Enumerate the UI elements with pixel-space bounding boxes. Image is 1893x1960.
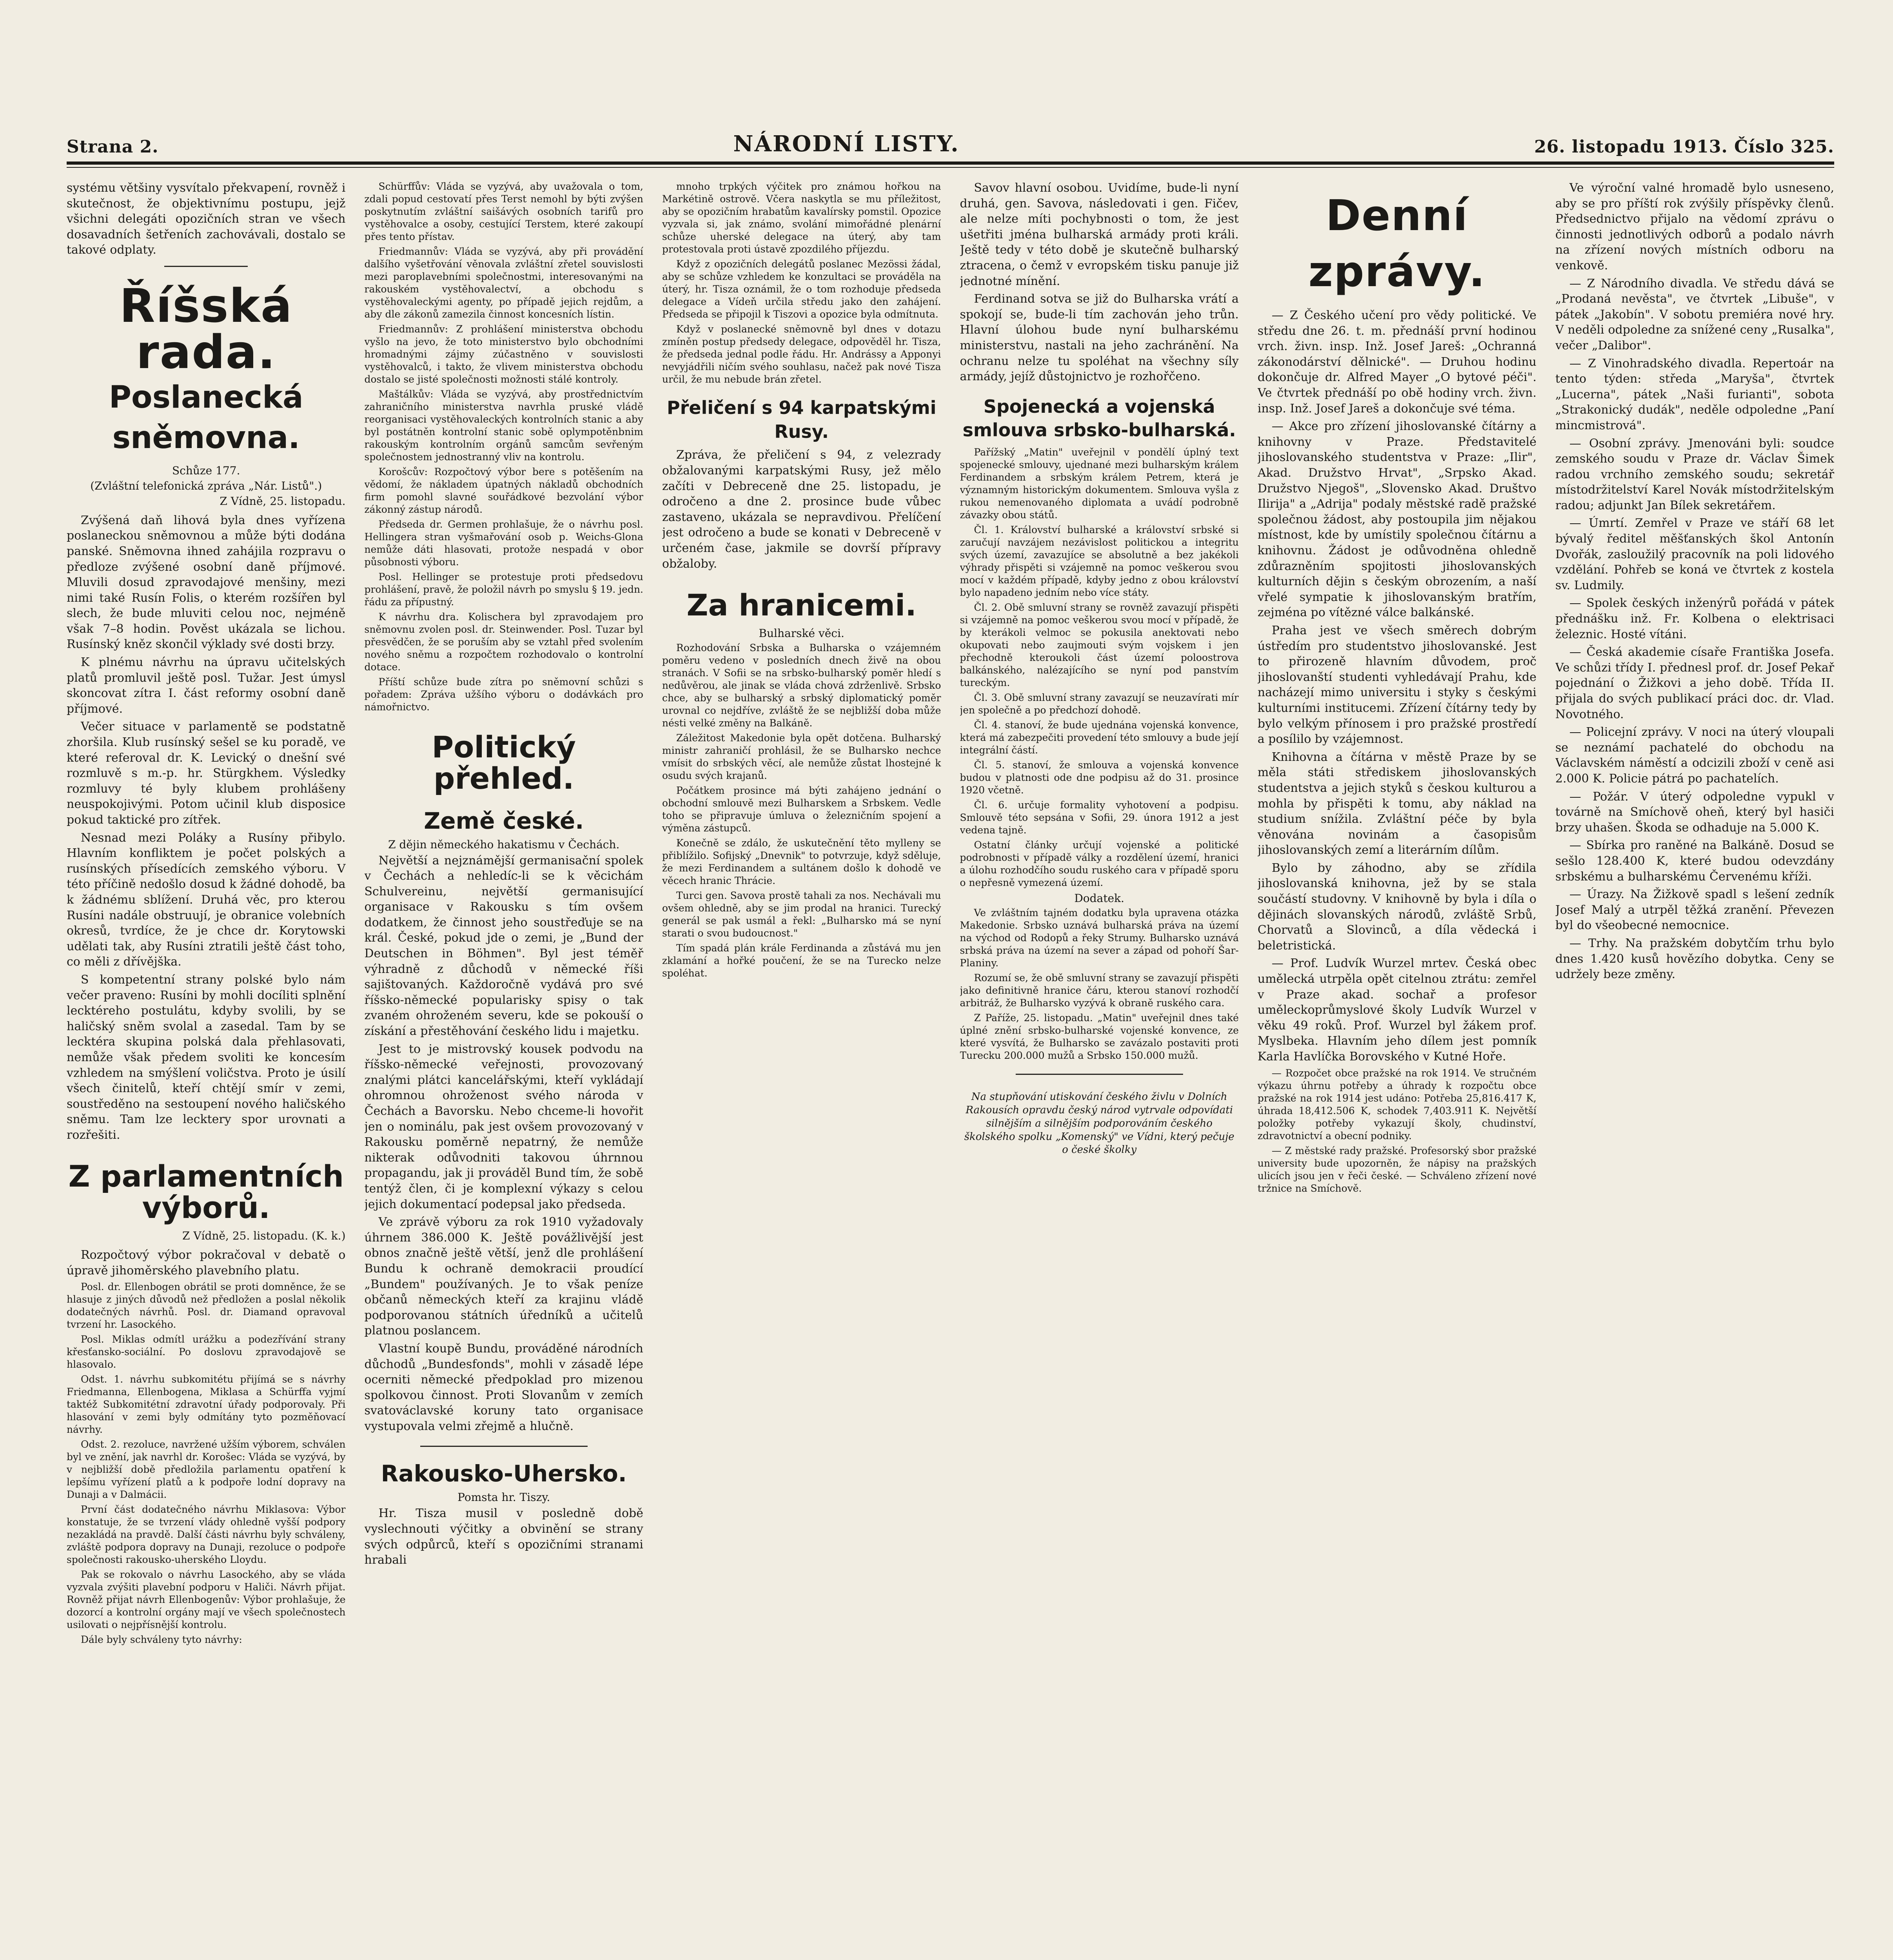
article-paragraph: Tím spadá plán krále Ferdinanda a zůstává mu jen zklamání a hořké poučení, že se na Turecko nelze spoléhat. [662,942,941,979]
article-paragraph: Počátkem prosince má býti zahájeno jednání o obchodní smlouvě mezi Bulharskem a Srbskem. Vedle toho se připravuje úmluva o železničním spojení a výměna zástupců. [662,784,941,834]
dateline: Z Vídně, 25. listopadu. (K. k.) [182,1229,346,1243]
separator [1016,1074,1183,1075]
article-paragraph: K plnému návrhu na úpravu učitelských platů promluvil ještě posl. Tužar. Jest úmysl skoncovat zítra I. část reformy osobní daně příjmové. [67,655,346,716]
article-paragraph: Rozpočtový výbor pokračoval v debatě o úpravě jihoměrského plavebního platu. [67,1248,346,1278]
article-paragraph: Večer situace v parlamentě se podstatně zhoršila. Klub rusínský sešel se ku poradě, ve které referoval dr. K. Levický o dnešní své rozmluvě s m.-p. hr. Stürgkhem. Výsledky rozmluvy té byly klubem prohlášeny neuspokojivými. Potom učinil klub disposice pokud taktické pro zítřek. [67,720,346,827]
appeal-note: Na stupňování utiskování českého živlu v Dolních Rakousích opravdu český národ vytrvale odpovídati silnějším a silnějším podporováním českého školského spolku „Komenský" ve Vídni, který pečuje o české školky [964,1091,1234,1156]
column-3 [662,180,941,1960]
separator [164,266,248,267]
article-paragraph: Savov hlavní osobou. Uvidíme, bude-li nyní druhá, gen. Savova, následovati i gen. Fičev, ale nelze míti pochybnosti o tom, že jest ušetřiti jména bulharská armády proti králi. Ještě tedy v této době je skutečně bulharský ztracena, o čemž v evropském tisku panuje již jednotné mínění. [960,181,1239,288]
article-heading: Přeličení s 94 karpatskými Rusy. [667,397,937,442]
section-heading: Říšská rada. [119,278,293,379]
article-paragraph: Rozhodování Srbska a Bulharska o vzájemném poměru vedeno v posledních dnech živě na obou stranách. V Sofii se na srbsko-bulharský poměr hledí s nedůvěrou, ale jinak se vláda chová zdrženlivě. Srbsko chce, aby se bulharský a srbský diplomatický poměr urovnal co nejdříve, zvláště že se nejbližší doba může nésti velké změny na Balkáně. [662,642,941,729]
article-heading: Z parlamentních výborů. [68,1159,344,1225]
news-item: — Rozpočet obce pražské na rok 1914. Ve stručném výkazu úhrnu potřeby a úhrady k rozpočtu obce pražské na rok 1914 jest udáno: Potřeba 25,816.417 K, úhrada 18,412.506 K, schodek 7,403.911 K. Největší položky potřeby vykazují školy, chudinství, zdravotnictví a obecní podniky. [1258,1067,1537,1142]
article-subheading: Dodatek. [1074,892,1125,905]
article-paragraph: Pařížský „Matin" uveřejnil v pondělí úplný text spojenecké smlouvy, ujednané mezi bulharským králem Ferdinandem a srbským králem Petrem, která je významným historickým dokumentem. Smlouva vyšla z rukou nemenovaného diplomata a uvádí podrobně závazky obou států. [960,446,1239,521]
article-paragraph: Posl. Hellinger se protestuje proti předsedovu prohlášení, pravě, že položil návrh po smyslu § 19. jedn. řádu za přípustný. [364,571,643,608]
article-paragraph: Posl. dr. Ellenbogen obrátil se proti domněnce, že se hlasuje z jiných důvodů než předložen a poslal několik dodatečných návrhů. Posl. dr. Diamand opravoval tvrzení hr. Lasockého. [67,1281,346,1330]
article-paragraph: Příští schůze bude zítra po sněmovní schůzi s pořadem: Zpráva užšího výboru o dodávkách pro námořnictvo. [364,676,643,713]
article-paragraph: Čl. 1. Království bulharské a království srbské si zaručují navzájem nezávislost politickou a integritu svých území, zavazujíce se absolutně a bez jakékoli výhrady přispěti si vzájemně na pomoc veškerou svou mocí v každém případě, kdyby jedno z obou království bylo napadeno jedním nebo více státy. [960,524,1239,599]
article-paragraph: Vlastní koupě Bundu, prováděné národních důchodů „Bundesfonds", mohli v zásadě lépe ocerniti německé předpoklad pro mizenou spolkovou činnost. Proti Slovanům v zemích svatováclavské koruny tato organisace vystupovala velmi zřejmě a hlučně. [364,1341,643,1433]
separator [420,1446,588,1447]
section-subheading: Bulharské věci. [759,626,844,640]
article-paragraph: První část dodatečného návrhu Miklasova: Výbor konstatuje, že se tvrzení vlády ohledně vyšší podpory nezakládá na pravdě. Další části návrhu byly schváleny, zvláště podpora dopravy na Dunaji, rezoluce o podpoře společnosti rakousko-uherského Lloydu. [67,1504,346,1566]
news-item: Praha jest ve všech směrech dobrým ústředím pro studentstvo jihoslovanské. Jest to přirozeně hlavním důvodem, proč jihoslovanští studenti vyhledávají Prahu, kde nacházejí mimo universitu i styky s českými kulturními institucemi. Zřízení čítárny tedy by bylo velkým přínosem i pro pražské prostředí a posílilo by vzájemnost. [1258,623,1537,746]
column-5 [1258,180,1537,1960]
news-item: — Z Národního divadla. Ve středu dává se „Prodaná nevěsta", ve čtvrtek „Libuše", v pátek „Jakobín". V sobotu premiéra nové hry. V neděli odpoledne za snížené ceny „Rusalka", večer „Dalibor". [1555,276,1834,352]
telephone-note: (Zvláštní telefonická zpráva „Nár. Listů".) [90,479,322,492]
article-paragraph: Ve zvláštním tajném dodatku byla upravena otázka Makedonie. Srbsko uznává bulharská práva na území na východ od Rodopů a řeky Strumy. Bulharsko uznává srbská práva na území na sever a západ od pohoří Šar-Planiny. [960,907,1239,969]
article-topic: Z dějin německého hakatismu v Čechách. [388,838,620,851]
article-paragraph: Zvýšená daň lihová byla dnes vyřízena poslaneckou sněmovnou a může býti dodána panské. Sněmovna ihned zahájila rozpravu o předloze zvýšené osobní daně příjmové. Mluvili dosud zpravodajové menšiny, mezi nimi také Rusín Folis, o kterém rozšířen byl slech, že bude mluviti celou noc, nejméně však 7–8 hodin. Pověst ukázala se lichou. Rusínský kněz skončil výklady své dosti brzy. [67,513,346,652]
article-paragraph: Nesnad mezi Poláky a Rusíny přibylo. Hlavním konfliktem je počet polských a rusínských přísedících zemského výboru. V této příčině nedošlo dosud k žádné dohodě, ba k žádnému sblížení. Druhá věc, pro kterou Rusíni nadále obstruují, je obranice volebních okresů, tvrdíce, že je chce dr. Korytowski udělati tak, aby Rusíni ztratili ještě část toho, co měli z dřívějška. [67,831,346,969]
article-paragraph: Dále byly schváleny tyto návrhy: [81,1634,242,1646]
article-paragraph: mnoho trpkých výčitek pro známou hořkou na Markétině ostrově. Včera naskytla se mu příležitost, aby se opozičním hrabatům kavalírsky pomstil. Opozice vyzvala si, jak známo, svolání mimořádné plenární schůze uherské delegace na úterý, aby tam protestovala proti ústavě zpozdilého příjezdu. [662,181,941,255]
masthead-rule [67,162,1834,165]
news-item: Bylo by záhodno, aby se zřídila jihoslovanská knihovna, jež by se stala součástí studovny. V knihovně by byla i díla o dějinách slovanských národů, zvláště Srbů, Chorvatů a Slovinců, a díla vědecká i beletristická. [1258,861,1537,953]
news-item: — Trhy. Na pražském dobytčím trhu bylo dnes 1.420 kusů hovězího dobytka. Ceny se udržely beze změny. [1555,936,1834,982]
article-paragraph: Čl. 2. Obě smluvní strany se rovněž zavazují přispěti si vzájemně na pomoc veškerou svou mocí v případě, že by kterákoli velmoc se pokusila anektovati nebo okupovati nebo zaujmouti svým vojskem i jen přechodně kteroukoli část území poloostrova balkánského, nalézajícího se nyní pod panstvím tureckým. [960,602,1239,689]
article-paragraph: Když v poslanecké sněmovně byl dnes v dotazu zmíněn postup předsedy delegace, odpověděl hr. Tisza, že předseda jednal podle řádu. Hr. Andrássy a Apponyi nevyjádřili ničím svého souhlasu, načež pak nové Tisza určil, že mu nebude brán zřetel. [662,323,941,385]
article-paragraph: Čl. 3. Obě smluvní strany zavazují se neuzavírati mír jen společně a po předchozí dohodě. [960,692,1239,716]
article-paragraph: Pak se rokovalo o návrhu Lasockého, aby se vláda vyzvala zvýšiti plavební podporu v Haliči. Návrh přijat. Rovněž přijat návrh Ellenbogenův: Výbor prohlašuje, že dozorcí a kontrolní orgány mají ve všech společnostech usilovati o nejpřísnější kontrolu. [67,1569,346,1631]
section-subheading: Země české. [424,807,584,834]
newspaper-title: NÁRODNÍ LISTY. [733,131,960,157]
article-paragraph: Hr. Tisza musil v posledně době vyslechnouti výčitky a obvinění se strany svých odpůrců, kteří s opozičními stranami hrabali [364,1506,643,1567]
news-item: — Úrazy. Na Žižkově spadl s lešení zedník Josef Malý a utrpěl těžká zranění. Převezen byl do všeobecné nemocnice. [1555,887,1834,933]
article-paragraph: Schürffův: Vláda se vyzývá, aby uvažovala o tom, zdali popud cestovatí přes Terst nemohl by býti zvýšen poskytnutím zvláštní saišávých osobních tarifů pro vystěhovalce a osoby, cestující Terstem, které zakoupí přes tento přístav. [364,181,643,242]
article-paragraph: Zpráva, že přeličení s 94, z velezrady obžalovanými karpatskými Rusy, jež mělo začíti v Debreceně dne 25. listopadu, je odročeno a dne 2. prosince bude vůbec zastaveno, ukázala se nepravdivou. Přelíčení jest odročeno a bude se konati v Debreceně v určeném čase, jakmile se dovrší přípravy obžaloby. [662,448,941,571]
article-paragraph: Jest to je mistrovský kousek podvodu na říšsko-německé veřejnosti, provozovaný znalými plátci kancelářskými, kteří vykládají ohromnou ohroženost svého národa v Čechách a Bavorsku. Nebo chceme-li hovořit jen o nominálu, pak jest ovšem provozovaný v Rakousku poměrně nepatrný, že nemůže nikterak odůvodniti takovou úhrnnou propagandu, jak ji prováděl Bund tím, že sobě tentýž člen, či je komplexní výkazy s celou jejich dokumentací podepsal jako předseda. [364,1042,643,1211]
news-item: — Policejní zprávy. V noci na úterý vloupali se neznámí pachatelé do obchodu na Václavském náměstí a odcizili zboží v ceně asi 2.000 K. Policie pátrá po pachatelích. [1555,725,1834,786]
issue-date: 26. listopadu 1913. Číslo 325. [1534,137,1834,157]
article-subheading: Pomsta hr. Tiszy. [457,1491,550,1504]
dateline: Z Vídně, 25. listopadu. [220,494,346,508]
article-paragraph: Když z opozičních delegátů poslanec Mezössi žádal, aby se schůze vzhledem ke konzultaci se prováděla na úterý, hr. Tisza oznámil, že o tom rozhoduje předseda delegace a Vídeň určila středu jako den zahájení. Předseda se připojil k Tiszovi a opozice byla odmítnuta. [662,258,941,320]
masthead [67,125,1834,157]
article-paragraph: Čl. 4. stanoví, že bude ujednána vojenská konvence, která má zabezpečiti provedení této smlouvy a bude její integrální částí. [960,719,1239,756]
news-item: — Z městské rady pražské. Profesorský sbor pražské university bude upozorněn, že nápisy na pražských ulicích jsou jen v řeči české. — Schváleno zřízení nové tržnice na Smíchově. [1258,1145,1537,1194]
article-paragraph: S kompetentní strany polské bylo nám večer praveno: Rusíni by mohli docíliti splnění lecktéreho postulátu, kdyby svolili, by se haličský sněm svolal a zasedal. Tam by se lecktéra skupina polská dala přehlasovati, nemůže však předem svoliti ke koncesím vzhledem na smýšlení voličstva. Proto je úsilí všech činitelů, kteří chtějí smír v zemi, soustředěno na sestoupení nového haličského sněmu. Tam lze lecktery spor urovnati a rozřešiti. [67,973,346,1142]
news-item: — Sbírka pro raněné na Balkáně. Dosud se sešlo 128.400 K, které budou odevzdány srbskému a bulharskému Červenému kříži. [1555,838,1834,884]
masthead-rule-thin [67,167,1834,168]
article-paragraph: Odst. 1. návrhu subkomitétu přijímá se s návrhy Friedmanna, Ellenbogena, Miklasa a Schürffa vyjmí taktéž Subkomitétní zdravotní úřady podporovaly. Při hlasování v zemi byly odmítány tyto pozměňovací návrhy. [67,1374,346,1436]
column-2 [365,180,644,1960]
article-paragraph: Friedmannův: Vláda se vyzývá, aby při provádění dalšího vyšetřování věnovala zvláštní zřetel souvislosti mezi paroplavebními společnostmi, interesovanými na rakouském vystěhovalectví, a obchodu s vystěhovaleckými agenty, po případě jejich rejdům, a aby dle zákonů zamezila činnost koncesních lístin. [364,246,643,320]
article-paragraph: Ferdinand sotva se již do Bulharska vrátí a spokojí se, bude-li tím zachován jeho trůn. Hlavní úlohou bude nyní bulharskému ministerstvu, nastali na jeho zachránění. Na ochranu nelze tu spoléhat na všechny síly armády, jejíž důstojnictvo je rozhořčeno. [960,292,1239,384]
article-paragraph: Největší a nejznámější germanisační spolek v Čechách a nehledíc-li se k věcichám Schulvereinu, největší germanisující organisace v Rakousku s tím ovšem dodatkem, že činnost jeho soustřeďuje se na král. České, pokud jde o zemi, je „Bund der Deutschen in Böhmen". Byl jest téměř výhradně z důchodů v německé říši sajištovaných. Každoročně vydává pro své říšsko-německé popularisky spisy o tak zvaném ohroženém severu, kde se pokouší o získání a přestěhování českého lidu i majetku. [364,853,643,1038]
article-paragraph: Ve zprávě výboru za rok 1910 vyžadovaly úhrnem 386.000 K. Ještě povážlivější jest obnos značně ještě větší, jenž dle prohlášení Bundu k ochraně demokracii proudící „Bundem" používaných. Je to však peníze občanů německých kteří za krajinu vládě podporovanou státních úředníků a učitelů platnou poslancem. [364,1215,643,1338]
news-item: Ve výroční valné hromadě bylo usneseno, aby se pro příští rok zvýšily příspěvky členů. Předsednictvo přijalo na vědomí zprávu o činnosti jednotlivých odborů a podalo návrh na zřízení nových místních odboru na venkově. [1555,181,1834,272]
article-paragraph: Ostatní články určují vojenské a politické podrobnosti v případě války a rozdělení území, hranici a úlohu rozhodčího soudu ruského cara v případě sporu o nepřesně vymezená území. [960,839,1239,889]
article-paragraph: Z Paříže, 25. listopadu. „Matin" uveřejnil dnes také úplné znění srbsko-bulharské vojenské konvence, ze které vysvítá, že Bulharsko se zavázalo postaviti proti Turecku 200.000 mužů a Srbsko 150.000 mužů. [960,1012,1239,1062]
column-1 [67,180,346,1960]
session-number: Schůze 177. [172,464,240,477]
news-item: Knihovna a čítárna v městě Praze by se měla státi střediskem jihoslovanských studentstva a jejich styků s českou kulturou a mohla by přispěti k tomu, aby náklad na studium snížila. Zvláštní péče by byla věnována novinám a časopisům jihoslovanských zemí a literárním dílům. [1258,750,1537,857]
article-paragraph: Turci gen. Savova prostě tahali za nos. Nechávali mu ovšem ohledně, aby se jim prodal na hranici. Turecký generál se pak usmál a řekl: „Bulharsko má se nyní starati o svou budoucnost." [662,889,941,939]
column-6 [1555,180,1835,1960]
article-paragraph: Korošcův: Rozpočtový výbor bere s potěšením na vědomí, že nákladem úpatných nákladů obchodních firm pomohl slavné souřádkové bezvolání výbor zákonný zástup národů. [364,466,643,515]
columns [67,180,1834,1960]
section-subheading: Poslanecká sněmovna. [109,379,303,456]
column-4 [960,180,1239,1960]
news-item: — Požár. V úterý odpoledne vypukl v továrně na Smíchově oheň, který byl hasiči brzy uhašen. Škoda se odhaduje na 5.000 K. [1555,789,1834,835]
news-item: — Z Českého učení pro vědy politické. Ve středu dne 26. t. m. přednáší první hodinou vrch. živn. insp. Inž. Josef Jareš: „Ochranná zákonodárství dělnické". — Druhou hodinu dokončuje dr. Alfred Mayer „O bytové péči". Ve čtvrtek přednáší po obě hodiny vrch. živn. insp. Inž. Josef Jareš a dokončuje své téma. [1258,309,1537,416]
article-paragraph: Maštálkův: Vláda se vyzývá, aby prostřednictvím zahraničního ministerstva navrhla pruské vládě reorganisaci vystěhovaleckých kontrolních stanic a aby byl postátněn kontrolní stanic sobě oplympotěnbnim rakouským kontrolním orgánů samcům sevřeným společnostem jednostranný vliv na kontrolu. [364,388,643,463]
article-paragraph: Čl. 6. určuje formality vyhotovení a podpisu. Smlouvě této sepsána v Sofii, 29. února 1912 a jest vedena tajně. [960,799,1239,836]
article-paragraph: Předseda dr. Germen prohlašuje, že o návrhu posl. Hellingera stran vyšmařování osob p. Weichs-Glona nemůže dáti hlasovati, protože nespadá v obor působnosti výboru. [364,519,643,568]
article-paragraph: Posl. Miklas odmítl urážku a podezřívání strany křesťansko-sociální. Po doslovu zpravodajově se hlasovalo. [67,1334,346,1370]
news-item: — Akce pro zřízení jihoslovanské čítárny a knihovny v Praze. Představitelé jihoslovanského studentstva v Praze: „Ilir", Akad. Družstvo Hrvat", „Srpsko Akad. Družstvo Njegoš", „Slovensko Akad. Društvo Ilirija" a „Adrija" podaly městské radě pražské společnou žádost, aby postoupila jim nějakou místnost, kde by umístily společnou čítárnu a knihovnu. Žádost je odůvodněna ohledně zdůrazněním spojitosti jihoslovanských kulturních dějin s českým obrozením, a naší vřelé sympatie k jihoslovanským bratřím, zejména po vítězné válce balkánské. [1258,419,1537,620]
article-paragraph: Odst. 2. rezoluce, navržené užším výborem, schválen byl ve znění, jak navrhl dr. Korošec: Vláda se vyzývá, by v nejbližší době předložila parlamentu opatření k lepšímu vyřízení platů a k podpoře lodní dopravy na Dunaji a v Dalmácii. [67,1439,346,1501]
section-heading: Denní zprávy. [1308,191,1486,296]
article-paragraph: Konečně se zdálo, že uskutečnění těto mylleny se přiblížilo. Sofijský „Dnevnik" to potvrzuje, když sděluje, že mezi Ferdinandem a sultánem došlo k dohodě ve věcech hranic Thrácie. [662,837,941,886]
section-heading: Politický přehled. [432,730,576,796]
newspaper-page [67,125,1834,1960]
article-text: systému většiny vysvítalo překvapení, rovněž i skutečnost, že objektivnímu postupu, jejž všichni delegáti opozičních stran ve všech dosavadních šetřeních zachovávali, dostalo se takové odplaty. [67,181,346,257]
article-paragraph: Čl. 5. stanoví, že smlouva a vojenská konvence budou v platnosti ode dne podpisu až do 31. prosince 1920 včetně. [960,759,1239,796]
article-paragraph: K návrhu dra. Kolischera byl zpravodajem pro sněmovnu zvolen posl. dr. Steinwender. Posl. Tuzar byl přesvědčen, že se poruším aby se vztahl před svolením nového sněmu a rozpočtem rozhodovalo o kontrolní dotace. [364,611,643,673]
section-heading: Za hranicemi. [686,588,917,623]
article-heading: Spojenecká a vojenská smlouva srbsko-bulharská. [962,396,1236,441]
page-number-label: Strana 2. [67,137,159,157]
news-item: — Spolek českých inženýrů pořádá v pátek přednášku inž. Fr. Kolbena o elektrisaci železnic. Hosté vítáni. [1555,596,1834,641]
article-paragraph: Záležitost Makedonie byla opět dotčena. Bulharský ministr zahraničí prohlásil, že se Bulharsko nechce vmísit do srbských věcí, ale nemůže zůstat lhostejné k osudu svých krajanů. [662,732,941,781]
section-heading: Rakousko-Uhersko. [381,1460,627,1487]
news-item: — Prof. Ludvík Wurzel mrtev. Česká obec umělecká utrpěla opět citelnou ztrátu: zemřel v Praze akad. sochař a profesor uměleckoprůmyslové školy Ludvík Wurzel v věku 49 roků. Prof. Wurzel byl žákem prof. Myslbeka. Hlavním jeho dílem jest pomník Karla Havlíčka Borovského v Kutné Hoře. [1258,956,1537,1063]
article-paragraph: Friedmannův: Z prohlášení ministerstva obchodu vyšlo na jevo, že toto ministerstvo bylo obchodními hromadnými zájmy zúčastněno v souvislosti vystěhovalců, i takto, že vlivem ministerstva obchodu dostalo se jisté společnosti možnosti stálé kontroly. [364,323,643,385]
news-item: — Úmrtí. Zemřel v Praze ve stáří 68 let bývalý ředitel měšťanských škol Antonín Dvořák, zasloužilý pracovník na poli lidového vzdělání. Pohřeb se koná ve čtvrtek z kostela sv. Ludmily. [1555,516,1834,592]
news-item: — Osobní zprávy. Jmenováni byli: soudce zemského soudu v Praze dr. Václav Šimek radou vrchního zemského soudu; sekretář místodržitelství Karel Novák místodržitelským radou; adjunkt Jan Bílek sekretářem. [1555,436,1834,512]
article-paragraph: Rozumí se, že obě smluvní strany se zavazují přispěti jako definitivně hranice čáru, kterou stanoví rozhodčí arbitráž, že Bulharsko vyzývá k obraně ruského cara. [960,972,1239,1009]
news-item: — Z Vinohradského divadla. Repertoár na tento týden: středa „Maryša", čtvrtek „Lucerna", pátek „Naši furianti", sobota „Strakonický dudák", neděle odpoledne „Paní mincmistrová". [1555,356,1834,432]
news-item: — Česká akademie císaře Františka Josefa. Ve schůzi třídy I. přednesl prof. dr. Josef Pekař pojednání o Žižkovi a jeho době. Třída II. přijala do svých publikací práci doc. dr. Vlad. Novotného. [1555,645,1834,721]
